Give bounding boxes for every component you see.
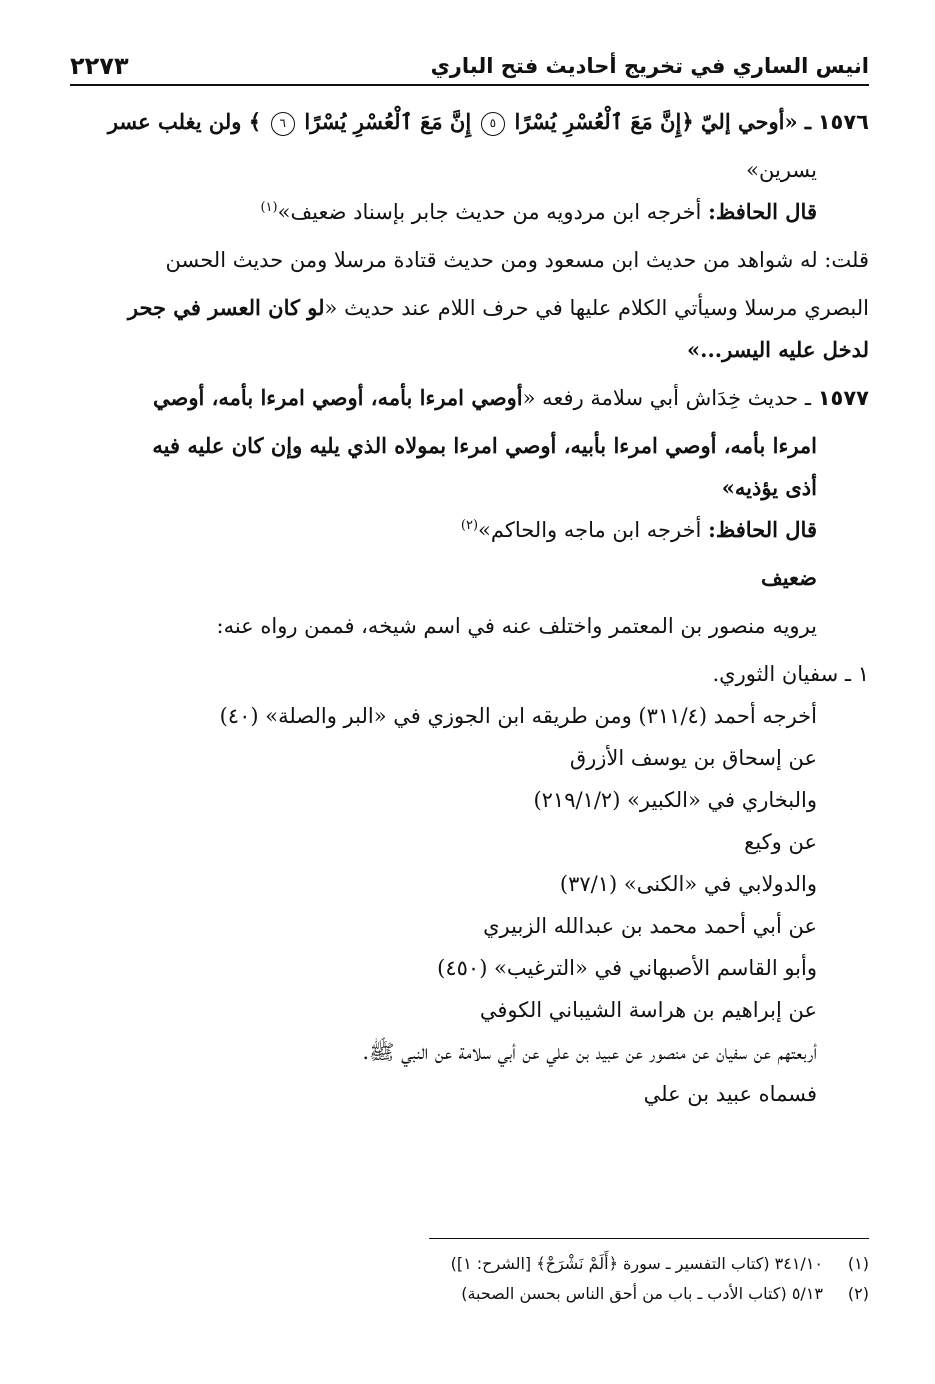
entry-1577-line-2 [70, 424, 869, 466]
ref-text: فسماه عبيد بن علي [643, 1082, 817, 1106]
ref-line [70, 988, 869, 1030]
quran-text: إِنَّ مَعَ ٱلْعُسْرِ يُسْرًا [304, 109, 472, 134]
ref-line [70, 1030, 869, 1072]
narrator-item-1 [70, 652, 869, 694]
ref-text: وأبو القاسم الأصبهاني في «الترغيب» (٤٥٠) [437, 956, 817, 980]
entry-number: ١٥٧٧ [817, 386, 869, 410]
page-number: ٢٢٧٣ [70, 52, 129, 80]
footnote-text: ٣٤١/١٠ (كتاب التفسير ـ سورة ﴿أَلَمْ نَشْرَحْ﴾ [الشرح: ١]) [450, 1254, 823, 1273]
footnote-1 [429, 1249, 869, 1279]
hadith-intro: ـ حديث خِدَاش أبي سلامة رفعه « [522, 386, 812, 410]
commentary-line-2 [70, 286, 869, 328]
hafiz-text: أخرجه ابن ماجه والحاكم» [478, 518, 702, 542]
ref-text: والبخاري في «الكبير» (٢١٩/١/٢) [533, 788, 817, 812]
ref-text: عن أبي أحمد محمد بن عبدالله الزبيري [483, 914, 817, 938]
hadith-text: امرءا بأمه، أوصي امرءا بأبيه، أوصي امرءا بمولاه الذي يليه وإن كان عليه فيه [152, 433, 817, 458]
ref-text: أربعتهم عن سفيان عن منصور عن عبيد بن علي عن أبي سلامة عن النبي ﷺ. [362, 1040, 817, 1064]
hafiz-text: أخرجه ابن مردويه من حديث جابر بإسناد ضعيف» [277, 200, 702, 224]
footnotes [429, 1238, 869, 1309]
ref-text: عن إبراهيم بن هراسة الشيباني الكوفي [479, 998, 817, 1022]
hadith-text: يسرين» [746, 158, 817, 182]
footnote-ref: (١) [260, 200, 278, 215]
commentary-text: قلت: له شواهد من حديث ابن مسعود ومن حديث قتادة مرسلا ومن حديث الحسن [165, 248, 869, 272]
intro-text: يرويه منصور بن المعتمر واختلف عنه في اسم شيخه، فممن رواه عنه: [216, 614, 817, 638]
ref-line [70, 1072, 869, 1114]
hafiz-label: قال الحافظ: [708, 517, 817, 542]
hadith-text: ﴾ ولن يغلب عسر [107, 109, 262, 134]
ref-line [70, 820, 869, 862]
ref-line [70, 736, 869, 778]
entry-1577-line-1 [70, 376, 869, 424]
cited-hadith: لدخل عليه اليسر...» [687, 337, 869, 362]
commentary-text: البصري مرسلا وسيأتي الكلام عليها في حرف اللام عند حديث « [324, 296, 869, 320]
entry-1577-line-3 [70, 466, 869, 508]
footnote-text: ٥/١٣ (كتاب الأدب ـ باب من أحق الناس بحسن الصحبة) [461, 1284, 823, 1303]
running-title: انيس الساري في تخريج أحاديث فتح الباري [430, 54, 869, 78]
entry-1576-line-2 [70, 148, 869, 190]
hadith-text: أذى يؤذيه» [721, 475, 817, 500]
hadith-text: أوصي امرءا بأمه، أوصي امرءا بأمه، أوصي [153, 385, 523, 410]
hafiz-note [70, 190, 869, 238]
ref-line [70, 904, 869, 946]
main-text [70, 100, 869, 1114]
footnote-ref: (٢) [460, 518, 479, 533]
commentary-line-3 [70, 328, 869, 376]
ref-line [70, 778, 869, 820]
commentary-line-1 [70, 238, 869, 286]
ayah-end-mark: ٥ [481, 112, 505, 136]
grade [70, 556, 869, 604]
entry-1576-line-1 [70, 100, 869, 148]
narrator-text: ١ ـ سفيان الثوري. [712, 662, 869, 686]
narration-intro [70, 604, 869, 652]
ref-text: والدولابي في «الكنى» (٣٧/١) [559, 872, 817, 896]
footnote-number: (٢) [847, 1284, 869, 1303]
hadith-text: ـ «أوحي إليّ ﴿إِنَّ مَعَ ٱلْعُسْرِ يُسْرًا [514, 109, 812, 134]
cited-hadith: لو كان العسر في جحر [127, 295, 325, 320]
ayah-end-mark: ٦ [271, 112, 295, 136]
ref-line [70, 694, 869, 736]
grade-text: ضعيف [760, 565, 817, 590]
footnote-2 [429, 1279, 869, 1309]
footnote-number: (١) [847, 1254, 869, 1273]
ref-text: عن إسحاق بن يوسف الأزرق [569, 746, 817, 770]
ref-line [70, 946, 869, 988]
hafiz-note [70, 508, 869, 556]
hafiz-label: قال الحافظ: [708, 199, 817, 224]
ref-text: أخرجه أحمد (٣١١/٤) ومن طريقه ابن الجوزي في «البر والصلة» (٤٠) [219, 704, 817, 728]
ref-line [70, 862, 869, 904]
page-header [70, 38, 869, 86]
entry-number: ١٥٧٦ [817, 110, 869, 134]
ref-text: عن وكيع [744, 830, 817, 854]
